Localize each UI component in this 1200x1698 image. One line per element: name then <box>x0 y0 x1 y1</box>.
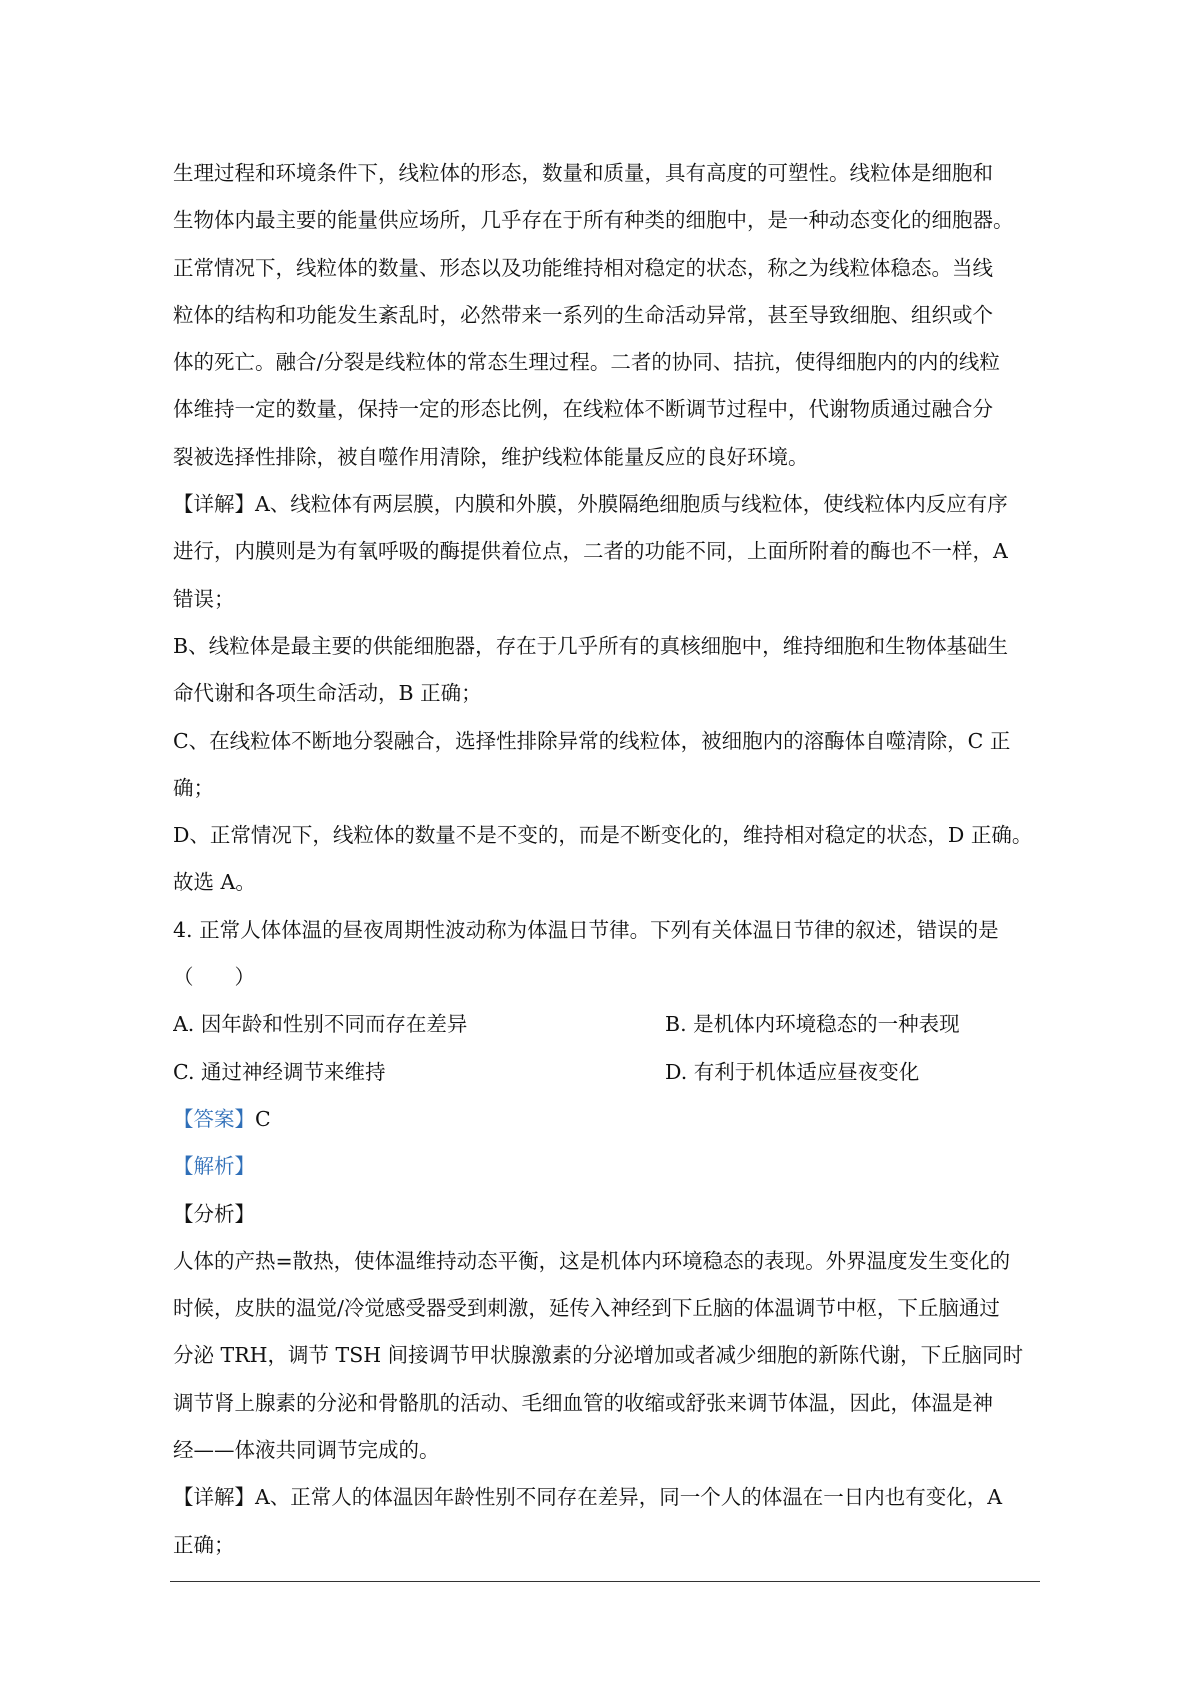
text-line: 调节肾上腺素的分泌和骨骼肌的活动、毛细血管的收缩或舒张来调节体温，因此，体温是神 <box>173 1390 993 1415</box>
answer-value: C <box>255 1106 271 1131</box>
text-line: D、正常情况下，线粒体的数量不是不变的，而是不断变化的，维持相对稳定的状态，D 正确。 <box>173 823 1033 848</box>
text-line: 【详解】A、正常人的体温因年龄性别不同存在差异，同一个人的体温在一日内也有变化，A <box>173 1485 1003 1510</box>
text-line: 确； <box>173 775 214 800</box>
text-line: 时候，皮肤的温觉/冷觉感受器受到刺激，延传入神经到下丘脑的体温调节中枢，下丘脑通过 <box>173 1296 1000 1321</box>
text-line: 生理过程和环境条件下，线粒体的形态，数量和质量，具有高度的可塑性。线粒体是细胞和 <box>173 161 993 185</box>
analysis-paragraph <box>173 1238 1038 1474</box>
option-c: C. 通过神经调节来维持 <box>173 1059 386 1084</box>
text-line: 人体的产热=散热，使体温维持动态平衡，这是机体内环境稳态的表现。外界温度发生变化的 <box>173 1248 1011 1273</box>
text-line: 裂被选择性排除，被自噬作用清除，维护线粒体能量反应的良好环境。 <box>173 444 809 469</box>
fenxi-label: 【分析】 <box>173 1201 255 1226</box>
text-line: 进行，内膜则是为有氧呼吸的酶提供着位点，二者的功能不同，上面所附着的酶也不一样，A <box>173 539 1008 564</box>
detail-q3 <box>173 481 1038 907</box>
text-line: B、线粒体是最主要的供能细胞器，存在于几乎所有的真核细胞中，维持细胞和生物体基础生 <box>173 633 1009 658</box>
text-line: 【详解】A、线粒体有两层膜，内膜和外膜，外膜隔绝细胞质与线粒体，使线粒体内反应有序 <box>173 492 1008 517</box>
options-row <box>173 1001 1038 1048</box>
option-a: A. 因年龄和性别不同而存在差异 <box>173 1012 468 1037</box>
text-line: 生物体内最主要的能量供应场所，几乎存在于所有种类的细胞中，是一种动态变化的细胞器。 <box>173 208 1014 233</box>
text-line: 分泌 TRH，调节 TSH 间接调节甲状腺激素的分泌增加或者减少细胞的新陈代谢，下丘脑同时 <box>173 1343 1024 1368</box>
text-line: 经——体液共同调节完成的。 <box>173 1438 440 1463</box>
intro-paragraph <box>173 150 1038 481</box>
text-line: 体维持一定的数量，保持一定的形态比例，在线粒体不断调节过程中，代谢物质通过融合分 <box>173 397 993 422</box>
analysis-label: 【解析】 <box>173 1154 255 1179</box>
answer-line <box>173 1096 1038 1143</box>
question-4 <box>173 907 1038 1569</box>
text-line: 正常情况下，线粒体的数量、形态以及功能维持相对稳定的状态，称之为线粒体稳态。当线 <box>173 255 993 280</box>
answer-blank: （ ） <box>173 965 255 990</box>
text-line: 正确； <box>173 1532 235 1557</box>
detail-q4 <box>173 1474 1038 1569</box>
text-line: 命代谢和各项生命活动，B 正确； <box>173 681 482 706</box>
options-row <box>173 1049 1038 1096</box>
footer-divider <box>170 1581 1040 1582</box>
text-line: 故选 A。 <box>173 870 256 895</box>
text-line: 错误； <box>173 586 235 611</box>
text-line: C、在线粒体不断地分裂融合，选择性排除异常的线粒体，被细胞内的溶酶体自噬清除，C 正 <box>173 728 1011 753</box>
question-stem: 4. 正常人体体温的昼夜周期性波动称为体温日节律。下列有关体温日节律的叙述，错误的是 <box>173 917 999 942</box>
text-line: 体的死亡。融合/分裂是线粒体的常态生理过程。二者的协同、拮抗，使得细胞内的内的线粒 <box>173 350 1000 375</box>
text-line: 粒体的结构和功能发生紊乱时，必然带来一系列的生命活动异常，甚至导致细胞、组织或个 <box>173 302 993 327</box>
option-b: B. 是机体内环境稳态的一种表现 <box>665 1012 960 1037</box>
option-d: D. 有利于机体适应昼夜变化 <box>665 1059 920 1084</box>
answer-label: 【答案】 <box>173 1106 255 1131</box>
document-body <box>173 150 1038 1569</box>
